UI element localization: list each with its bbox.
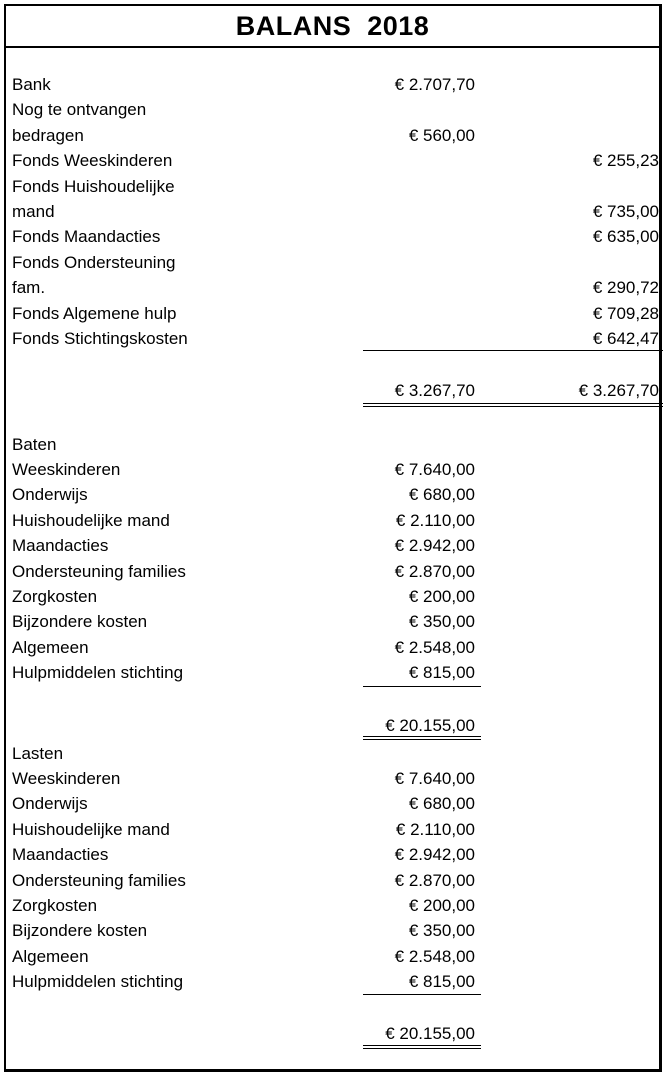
row-amount: € 2.110,00	[395, 819, 475, 839]
row-amount: € 815,00	[408, 663, 475, 683]
row-amount: € 2.942,00	[394, 845, 475, 865]
table-row	[6, 944, 659, 969]
table-row	[6, 457, 659, 482]
table-row	[6, 199, 659, 224]
row-label: Bank	[12, 75, 51, 94]
row-label: Fonds Stichtingskosten	[12, 329, 188, 348]
table-row	[6, 817, 659, 842]
table-row	[6, 584, 659, 609]
table-row	[6, 224, 659, 249]
table-row	[6, 842, 659, 867]
table-row	[6, 660, 659, 685]
table-row	[6, 918, 659, 943]
row-label: Weeskinderen	[12, 460, 121, 479]
row-label: bedragen	[12, 125, 84, 145]
row-label: Hulpmiddelen stichting	[12, 663, 184, 683]
row-label: Maandacties	[12, 845, 109, 865]
row-amount-col2: € 735,00	[592, 202, 659, 221]
row-amount: € 2.548,00	[394, 637, 475, 657]
row-label: Zorgkosten	[12, 587, 98, 606]
row-label: Onderwijs	[12, 794, 88, 814]
row-amount: € 680,00	[408, 794, 475, 814]
lasten-total-double-rule	[363, 1045, 481, 1049]
table-row	[6, 969, 659, 994]
row-label: Fonds Algemene hulp	[12, 303, 177, 323]
table-row	[6, 326, 659, 351]
row-label: Bijzondere kosten	[12, 612, 148, 632]
row-label: Fonds Huishoudelijke	[12, 176, 175, 196]
table-row	[6, 301, 659, 326]
row-label: Zorgkosten	[12, 896, 98, 915]
lasten-heading: Lasten	[12, 744, 64, 763]
row-amount: € 2.110,00	[395, 510, 475, 530]
table-row	[6, 72, 659, 97]
row-amount-col2: € 635,00	[592, 227, 659, 247]
row-label: Huishoudelijke mand	[12, 819, 170, 839]
baten-total-double-rule	[363, 736, 481, 740]
row-amount: € 2.707,70	[394, 75, 475, 94]
row-amount-col2: € 709,28	[592, 303, 659, 323]
lasten-total-row	[6, 1021, 659, 1046]
table-row	[6, 868, 659, 893]
row-amount: € 2.870,00	[394, 561, 475, 581]
row-amount: € 2.548,00	[394, 946, 475, 966]
row-label: Ondersteuning families	[12, 561, 186, 581]
row-label: Nog te ontvangen	[12, 100, 147, 120]
lasten-total: € 20.155,00	[385, 1024, 475, 1043]
row-amount: € 200,00	[408, 896, 475, 915]
table-row	[6, 97, 659, 122]
table-row	[6, 559, 659, 584]
baten-total-row	[6, 713, 659, 738]
table-row	[6, 275, 659, 300]
balans-total-col1: € 3.267,70	[394, 381, 475, 400]
row-amount-col2: € 290,72	[592, 278, 659, 298]
table-row	[6, 482, 659, 507]
row-amount: € 200,00	[408, 587, 475, 606]
row-label: Hulpmiddelen stichting	[12, 972, 184, 992]
row-label: fam.	[12, 278, 46, 298]
page-title: BALANS 2018	[6, 6, 659, 48]
balans-subtotal-rule	[363, 350, 663, 351]
table-row	[6, 123, 659, 148]
table-row	[6, 609, 659, 634]
table-row	[6, 148, 659, 173]
row-amount-col2: € 642,47	[592, 329, 659, 348]
baten-heading-row	[6, 432, 659, 457]
row-label: Fonds Ondersteuning	[12, 252, 176, 272]
row-label: Maandacties	[12, 536, 109, 556]
table-row	[6, 533, 659, 558]
row-amount: € 815,00	[408, 972, 475, 992]
row-label: Onderwijs	[12, 485, 88, 505]
table-row	[6, 893, 659, 918]
table-row	[6, 174, 659, 199]
table-row	[6, 791, 659, 816]
row-label: Huishoudelijke mand	[12, 510, 170, 530]
table-row	[6, 766, 659, 791]
row-amount: € 350,00	[408, 921, 475, 941]
row-amount: € 7.640,00	[394, 460, 475, 479]
row-label: Bijzondere kosten	[12, 921, 148, 941]
row-amount-col2: € 255,23	[592, 151, 659, 171]
table-row	[6, 635, 659, 660]
row-label: Fonds Maandacties	[12, 227, 161, 247]
row-amount: € 2.942,00	[394, 536, 475, 556]
row-label: mand	[12, 202, 55, 221]
row-label: Weeskinderen	[12, 769, 121, 788]
row-amount: € 2.870,00	[394, 870, 475, 890]
row-amount: € 560,00	[408, 125, 475, 145]
balans-total-double-rule-col1	[363, 403, 481, 407]
row-amount: € 350,00	[408, 612, 475, 632]
balans-total-row	[6, 378, 659, 403]
row-amount: € 680,00	[408, 485, 475, 505]
balans-total-col2: € 3.267,70	[578, 381, 659, 400]
row-label: Ondersteuning families	[12, 870, 186, 890]
row-label: Fonds Weeskinderen	[12, 151, 173, 171]
baten-heading: Baten	[12, 435, 57, 454]
balans-total-double-rule-col2	[481, 403, 663, 407]
lasten-subtotal-rule	[363, 994, 481, 995]
row-label: Algemeen	[12, 946, 89, 966]
baten-subtotal-rule	[363, 686, 481, 687]
table-row	[6, 508, 659, 533]
table-row	[6, 250, 659, 275]
balance-sheet	[4, 4, 662, 1072]
baten-total: € 20.155,00	[385, 716, 475, 735]
row-amount: € 7.640,00	[394, 769, 475, 788]
lasten-heading-row	[6, 741, 659, 766]
row-label: Algemeen	[12, 637, 89, 657]
